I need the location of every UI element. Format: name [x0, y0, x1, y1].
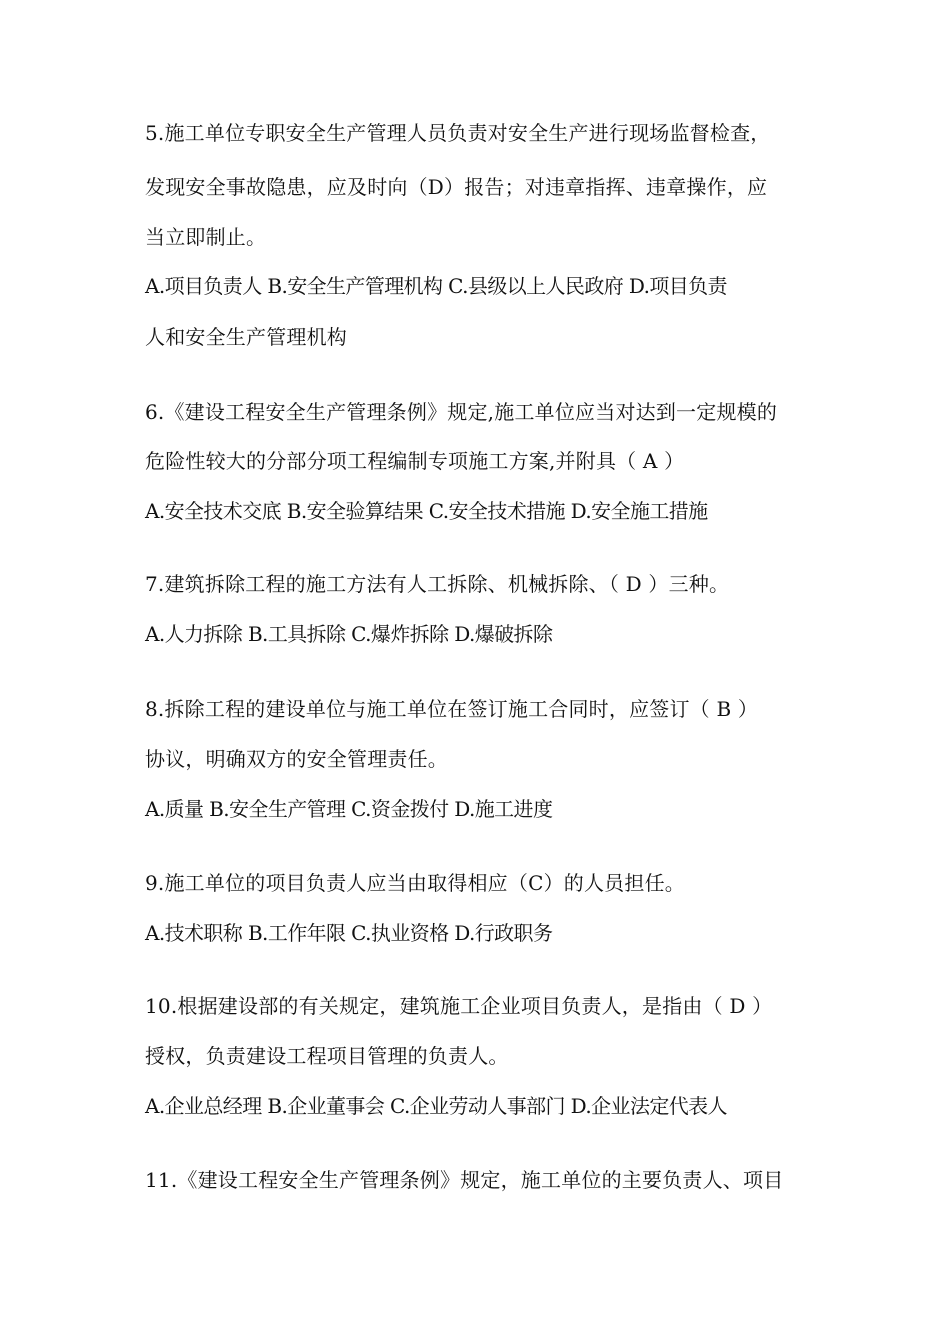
question-8-stem-line-2: 协议，明确双方的安全管理责任。: [145, 747, 448, 771]
question-5-options-line-1: A.项目负责人 B.安全生产管理机构 C.县级以上人民政府 D.项目负责: [145, 274, 727, 298]
question-7-stem-line-1: 7.建筑拆除工程的施工方法有人工拆除、机械拆除、（ D ）三种。: [145, 572, 730, 596]
question-6-stem-line-1: 6.《建设工程安全生产管理条例》规定,施工单位应当对达到一定规模的: [145, 400, 778, 424]
question-8-options-line-1: A.质量 B.安全生产管理 C.资金拨付 D.施工进度: [145, 797, 553, 821]
question-5-stem-line-2: 发现安全事故隐患，应及时向（D）报告；对违章指挥、违章操作，应: [145, 175, 768, 199]
question-5-stem-line-3: 当立即制止。: [145, 225, 267, 249]
question-11-stem-line-1: 11.《建设工程安全生产管理条例》规定，施工单位的主要负责人、项目: [145, 1168, 784, 1192]
question-5-stem-line-1: 5.施工单位专职安全生产管理人员负责对安全生产进行现场监督检查，: [145, 121, 771, 145]
question-10-stem-line-1: 10.根据建设部的有关规定，建筑施工企业项目负责人，是指由（ D ）: [145, 994, 773, 1018]
question-9-stem-line-1: 9.施工单位的项目负责人应当由取得相应（C）的人员担任。: [145, 871, 685, 895]
question-5-options-line-2: 人和安全生产管理机构: [145, 325, 347, 349]
question-10-stem-line-2: 授权，负责建设工程项目管理的负责人。: [145, 1044, 509, 1068]
question-10-options-line-1: A.企业总经理 B.企业董事会 C.企业劳动人事部门 D.企业法定代表人: [145, 1094, 727, 1118]
question-7-options-line-1: A.人力拆除 B.工具拆除 C.爆炸拆除 D.爆破拆除: [145, 622, 553, 646]
question-8-stem-line-1: 8.拆除工程的建设单位与施工单位在签订施工合同时，应签订（ B ）: [145, 697, 759, 721]
question-9-options-line-1: A.技术职称 B.工作年限 C.执业资格 D.行政职务: [145, 921, 553, 945]
question-6-stem-line-2: 危险性较大的分部分项工程编制专项施工方案,并附具（ A ）: [145, 449, 685, 473]
question-6-options-line-1: A.安全技术交底 B.安全验算结果 C.安全技术措施 D.安全施工措施: [145, 499, 708, 523]
